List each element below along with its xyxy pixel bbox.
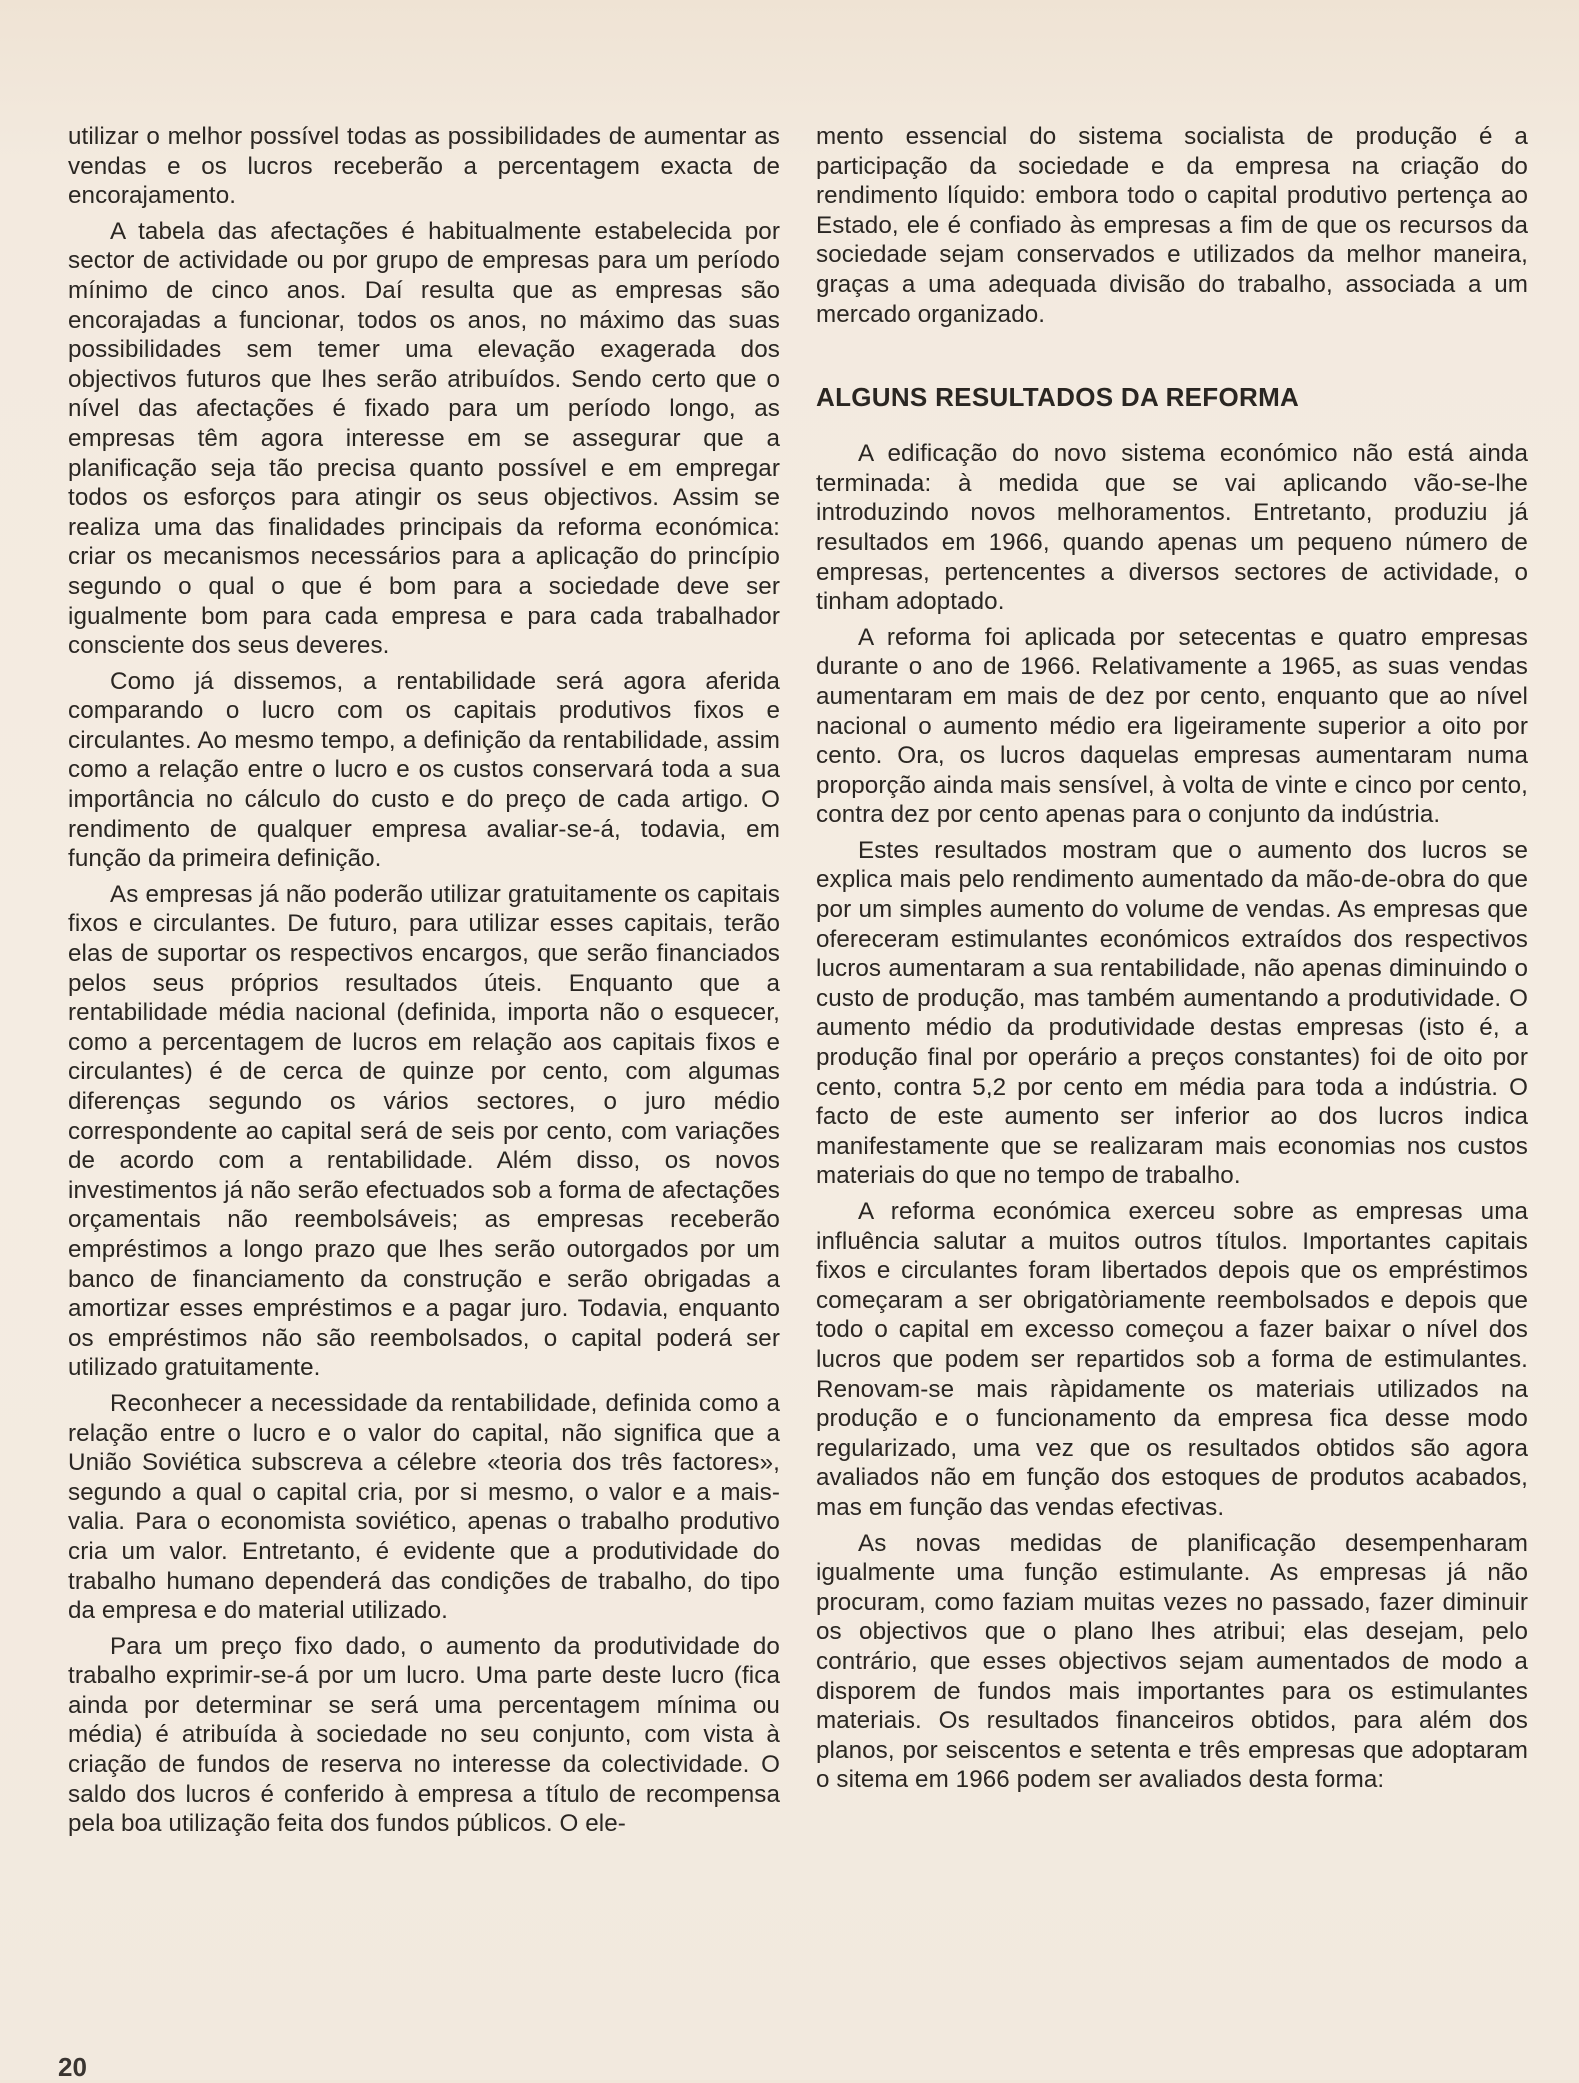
paragraph: A tabela das afectações é habitualmente estabelecida por sector de actividade ou por grupo de empresas para um período mínimo de cinco anos. Daí resulta que as empresas são encorajadas a funcionar, todos os anos, no máximo das suas possibilidades sem temer uma elevação exagerada dos objectivos futuros que lhes serão atribuídos. Sendo certo que o nível das afectações é fixado para um período longo, as empresas têm agora interesse em se assegurar que a planificação seja tão precisa quanto possível e em empregar todos os esforços para atingir os seus objectivos. Assim se realiza uma das finalidades principais da reforma económica: criar os mecanismos necessários para a aplicação do princípio segundo o qual o que é bom para a sociedade deve ser igualmente bom para cada empresa e para cada trabalhador consciente dos seus deveres.: [68, 217, 780, 660]
paragraph: A edificação do novo sistema económico não está ainda terminada: à medida que se vai aplicando vão-se-lhe introduzindo novos melhoramentos. Entretanto, produziu já resultados em 1966, quando apenas um pequeno número de empresas, pertencentes a diversos sectores de actividade, o tinham adoptado.: [816, 440, 1528, 616]
section-heading: ALGUNS RESULTADOS DA REFORMA: [816, 382, 1300, 413]
left-column: [68, 122, 780, 1845]
page-number: 20: [58, 2052, 87, 2082]
paragraph: Reconhecer a necessidade da rentabilidade, definida como a relação entre o lucro e o valor do capital, não significa que a União Soviética subscreva a célebre «teoria dos três factores», segundo a qual o capital cria, por si mesmo, o valor e a mais-valia. Para o economista soviético, apenas o trabalho produtivo cria um valor. Entretanto, é evidente que a produtividade do trabalho humano dependerá das condições de trabalho, do tipo da empresa e do material utilizado.: [68, 1389, 780, 1625]
paragraph: Para um preço fixo dado, o aumento da produtividade do trabalho exprimir-se-á por um lucro. Uma parte deste lucro (fica ainda por determinar se será uma percentagem mínima ou média) é atribuída à sociedade no seu conjunto, com vista à criação de fundos de reserva no interesse da colectividade. O saldo dos lucros é conferido à empresa a título de recompensa pela boa utilização feita dos fundos públicos. O ele-: [68, 1632, 780, 1838]
paragraph: utilizar o melhor possível todas as possibilidades de aumentar as vendas e os lucros receberão a percentagem exacta de encorajamento.: [68, 123, 780, 210]
paragraph: mento essencial do sistema socialista de produção é a participação da sociedade e da empresa na criação do rendimento líquido: embora todo o capital produtivo pertença ao Estado, ele é confiado às empresas a fim de que os recursos da sociedade sejam conservados e utilizados da melhor maneira, graças a uma adequada divisão do trabalho, associada a um mercado organizado.: [816, 123, 1528, 328]
paragraph: A reforma foi aplicada por setecentas e quatro empresas durante o ano de 1966. Relativamente a 1965, as suas vendas aumentaram em mais de dez por cento, enquanto que ao nível nacional o aumento médio era ligeiramente superior a oito por cento. Ora, os lucros daquelas empresas aumentaram numa proporção ainda mais sensível, à volta de vinte e cinco por cento, contra dez por cento apenas para o conjunto da indústria.: [816, 623, 1528, 829]
paragraph: As empresas já não poderão utilizar gratuitamente os capitais fixos e circulantes. De futuro, para utilizar esses capitais, terão elas de suportar os respectivos encargos, que serão financiados pelos seus próprios resultados úteis. Enquanto que a rentabilidade média nacional (definida, importa não o esquecer, como a percentagem de lucros em relação aos capitais fixos e circulantes) é de cerca de quinze por cento, com algumas diferenças segundo os vários sectores, o juro médio correspondente ao capital será de seis por cento, com variações de acordo com a rentabilidade. Além disso, os novos investimentos já não serão efectuados sob a forma de afectações orçamentais não reembolsáveis; as empresas receberão empréstimos a longo prazo que lhes serão outorgados por um banco de financiamento da construção e serão obrigadas a amortizar esses empréstimos e a pagar juro. Todavia, enquanto os empréstimos não são reembolsados, o capital poderá ser utilizado gratuitamente.: [68, 880, 780, 1382]
paragraph: Como já dissemos, a rentabilidade será agora aferida comparando o lucro com os capitais produtivos fixos e circulantes. Ao mesmo tempo, a definição da rentabilidade, assim como a relação entre o lucro e os custos conservará toda a sua importância no cálculo do custo e do preço de cada artigo. O rendimento de qualquer empresa avaliar-se-á, todavia, em função da primeira definição.: [68, 667, 780, 873]
paragraph: A reforma económica exerceu sobre as empresas uma influência salutar a muitos outros títulos. Importantes capitais fixos e circulantes foram libertados depois que os empréstimos começaram a ser obrigatòriamente reembolsados e depois que todo o capital em excesso começou a fazer baixar o nível dos lucros que podem ser repartidos sob a forma de estimulantes. Renovam-se mais ràpidamente os materiais utilizados na produção e o funcionamento da empresa fica desse modo regularizado, uma vez que os resultados obtidos são agora avaliados não em função dos estoques de produtos acabados, mas em função das vendas efectivas.: [816, 1198, 1528, 1521]
right-column: [816, 122, 1528, 1801]
paragraph: As novas medidas de planificação desempenharam igualmente uma função estimulante. As empresas já não procuram, como faziam muitas vezes no passado, fazer diminuir os objectivos que o plano lhes atribui; elas desejam, pelo contrário, que esses objectivos sejam aumentados de modo a disporem de fundos mais importantes para os estimulantes materiais. Os resultados financeiros obtidos, para além dos planos, por seiscentos e setenta e três empresas que adoptaram o sitema em 1966 podem ser avaliados desta forma:: [816, 1529, 1528, 1794]
paragraph: Estes resultados mostram que o aumento dos lucros se explica mais pelo rendimento aumentado da mão-de-obra do que por um simples aumento do volume de vendas. As empresas que ofereceram estimulantes económicos extraídos dos respectivos lucros aumentaram a sua rentabilidade, não apenas diminuindo o custo de produção, mas também aumentando a produtividade. O aumento médio da produtividade destas empresas (isto é, a produção final por operário a preços constantes) foi de oito por cento, contra 5,2 por cento em média para toda a indústria. O facto de este aumento ser inferior ao dos lucros indica manifestamente que se realizaram mais economias nos custos materiais do que no tempo de trabalho.: [816, 836, 1528, 1190]
